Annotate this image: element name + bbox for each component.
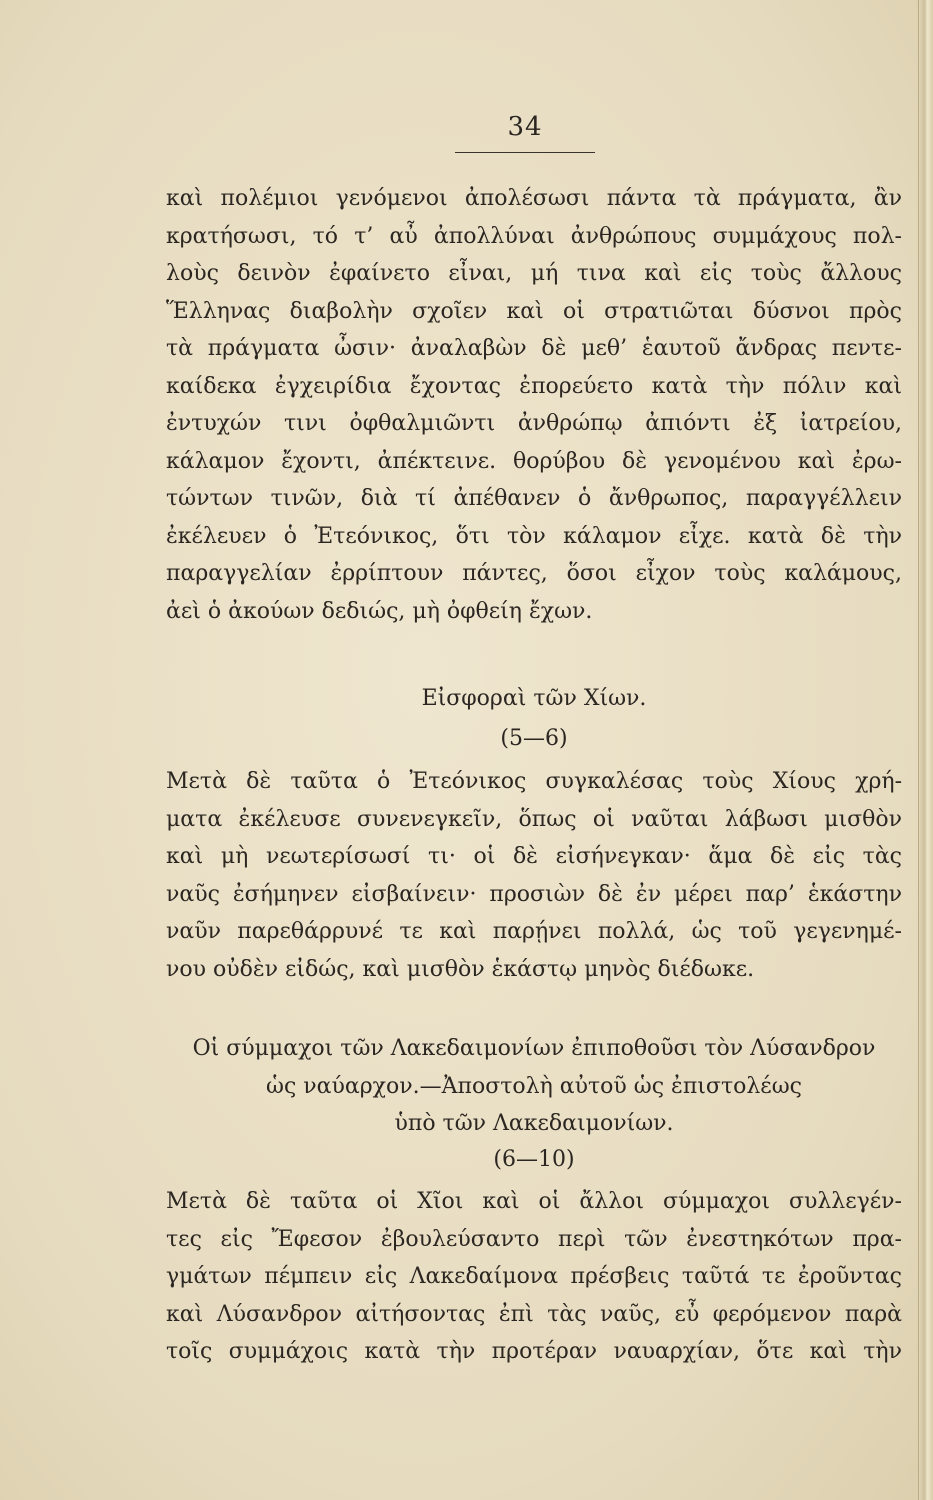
section-heading-1: Εἰσφοραὶ τῶν Χίων. xyxy=(421,686,647,711)
paragraph-2 xyxy=(166,763,902,988)
text-line: κρατήσωσι, τό τ’ αὖ ἀπολλύναι ἀνθρώπους συμμάχους πολ- xyxy=(166,223,902,249)
text-line: ναῦν παρεθάρρυνέ τε καὶ παρῄνει πολλά, ὡς τοῦ γεγενημέ- xyxy=(166,919,902,944)
text-line: νου οὐδὲν εἰδώς, καὶ μισθὸν ἑκάστῳ μηνὸς διέδωκε. xyxy=(166,956,755,982)
section-heading-2 xyxy=(166,1030,902,1143)
text-line: ἀεὶ ὁ ἀκούων δεδιώς, μὴ ὀφθείη ἔχων. xyxy=(166,598,593,624)
text-line: ματα ἐκέλευσε συνενεγκεῖν, ὅπως οἱ ναῦται λάβωσι μισθὸν xyxy=(166,806,902,832)
text-line: καὶ πολέμιοι γενόμενοι ἀπολέσωσι πάντα τὰ πράγματα, ἂν xyxy=(166,186,902,211)
heading-line: Οἱ σύμμαχοι τῶν Λακεδαιμονίων ἐπιποθοῦσι τὸν Λύσανδρον xyxy=(192,1036,876,1061)
header-rule xyxy=(455,152,595,153)
section-reference-1: (5—6) xyxy=(500,726,568,751)
section-reference-2: (6—10) xyxy=(493,1147,575,1172)
text-line: Μετὰ δὲ ταῦτα οἱ Χῖοι καὶ οἱ ἄλλοι σύμμαχοι συλλεγέν- xyxy=(166,1189,902,1214)
heading-line: ὡς ναύαρχον.—Ἀποστολὴ αὐτοῦ ὡς ἐπιστολέως xyxy=(266,1073,802,1099)
text-line: τοῖς συμμάχοις κατὰ τὴν προτέραν ναυαρχίαν, ὅτε καὶ τὴν xyxy=(166,1339,902,1364)
page-edge xyxy=(918,0,933,1500)
text-line: τες εἰς Ἔφεσον ἐβουλεύσαντο περὶ τῶν ἐνεστηκότων πρα- xyxy=(166,1226,902,1252)
text-line: λοὺς δεινὸν ἐφαίνετο εἶναι, μή τινα καὶ εἰς τοὺς ἄλλους xyxy=(166,261,902,286)
text-line: ἐκέλευεν ὁ Ἐτεόνικος, ὅτι τὸν κάλαμον εἶχε. κατὰ δὲ τὴν xyxy=(166,523,902,549)
text-line: κάλαμον ἔχοντι, ἀπέκτεινε. θορύβου δὲ γενομένου καὶ ἐρω- xyxy=(166,448,902,474)
text-line: τώντων τινῶν, διὰ τί ἀπέθανεν ὁ ἄνθρωπος, παραγγέλλειν xyxy=(166,486,902,511)
text-line: παραγγελίαν ἐρρίπτουν πάντες, ὅσοι εἶχον τοὺς καλάμους, xyxy=(166,561,902,586)
paragraph-3 xyxy=(166,1183,902,1371)
text-line: Ἕλληνας διαβολὴν σχοῖεν καὶ οἱ στρατιῶται δύσνοι πρὸς xyxy=(166,298,902,324)
paragraph-1 xyxy=(166,180,902,630)
heading-line: ὑπὸ τῶν Λακεδαιμονίων. xyxy=(394,1111,674,1136)
text-line: ἐντυχών τινι ὀφθαλμιῶντι ἀνθρώπῳ ἀπιόντι ἐξ ἰατρείου, xyxy=(166,411,902,436)
text-line: ναῦς ἐσήμηνεν εἰσβαίνειν· προσιὼν δὲ ἐν μέρει παρ’ ἑκάστην xyxy=(166,881,902,907)
text-line: καὶ Λύσανδρον αἰτήσοντας ἐπὶ τὰς ναῦς, εὖ φερόμενον παρὰ xyxy=(166,1301,902,1327)
text-line: γμάτων πέμπειν εἰς Λακεδαίμονα πρέσβεις ταῦτά τε ἐροῦντας xyxy=(166,1264,902,1289)
text-line: τὰ πράγματα ὦσιν· ἀναλαβὼν δὲ μεθ’ ἑαυτοῦ ἄνδρας πεντε- xyxy=(166,336,902,361)
page-number: 34 xyxy=(507,112,543,142)
text-line: καίδεκα ἐγχειρίδια ἔχοντας ἐπορεύετο κατὰ τὴν πόλιν καὶ xyxy=(166,373,902,399)
text-line: Μετὰ δὲ ταῦτα ὁ Ἐτεόνικος συγκαλέσας τοὺς Χίους χρή- xyxy=(166,769,902,794)
text-line: καὶ μὴ νεωτερίσωσί τι· οἱ δὲ εἰσήνεγκαν· ἅμα δὲ εἰς τὰς xyxy=(166,844,902,869)
